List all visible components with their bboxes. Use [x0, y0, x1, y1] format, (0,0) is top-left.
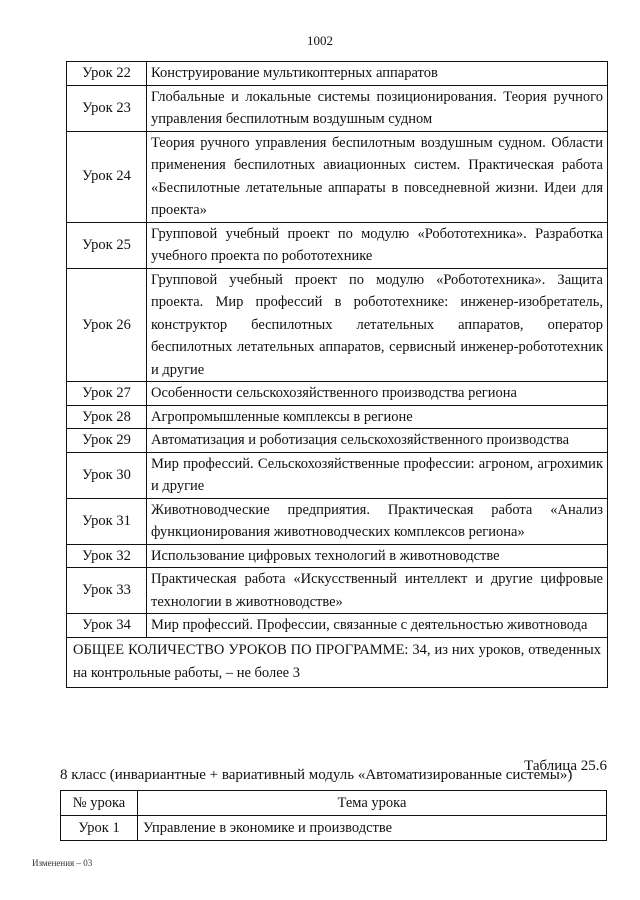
header-lesson-topic: Тема урока	[138, 791, 607, 816]
lesson-topic: Управление в экономике и производстве	[138, 816, 607, 841]
lesson-number: Урок 1	[61, 816, 138, 841]
table-row	[67, 614, 608, 638]
lesson-topic: Конструирование мультикоптерных аппаратов	[147, 62, 608, 86]
lesson-number: Урок 24	[67, 131, 147, 222]
lesson-number: Урок 26	[67, 268, 147, 382]
lesson-topic: Групповой учебный проект по модулю «Робототехника». Защита проекта. Мир профессий в робототехнике: инженер-изобретатель, конструктор беспилотных летательных аппаратов, оператор беспилотных летательных аппаратов, сервисный инженер-робототехник и другие	[147, 268, 608, 382]
grade8-table-body	[61, 816, 607, 841]
table-row	[67, 568, 608, 614]
lesson-number: Урок 31	[67, 498, 147, 544]
lesson-topic: Мир профессий. Профессии, связанные с деятельностью животновода	[147, 614, 608, 638]
lesson-topic: Групповой учебный проект по модулю «Робототехника». Разработка учебного проекта по робототехнике	[147, 222, 608, 268]
lessons-table	[66, 61, 608, 688]
lesson-number: Урок 33	[67, 568, 147, 614]
lesson-number: Урок 29	[67, 429, 147, 453]
grade8-table	[60, 790, 607, 841]
table-row	[67, 222, 608, 268]
lesson-topic: Агропромышленные комплексы в регионе	[147, 405, 608, 429]
lessons-table-body	[67, 62, 608, 688]
lesson-topic: Практическая работа «Искусственный интеллект и другие цифровые технологии в животноводстве»	[147, 568, 608, 614]
table-row	[67, 405, 608, 429]
table-row	[67, 62, 608, 86]
page-number: 1002	[307, 33, 333, 48]
lesson-number: Урок 27	[67, 382, 147, 406]
table-row	[67, 85, 608, 131]
total-row	[67, 637, 608, 687]
lesson-number: Урок 32	[67, 544, 147, 568]
table-row	[67, 382, 608, 406]
lesson-number: Урок 28	[67, 405, 147, 429]
grade8-header-row	[61, 791, 607, 816]
table-row	[67, 452, 608, 498]
table-row	[67, 429, 608, 453]
lesson-number: Урок 34	[67, 614, 147, 638]
table-row	[67, 498, 608, 544]
footer-note: Изменения – 03	[32, 858, 93, 868]
lesson-number: Урок 23	[67, 85, 147, 131]
lesson-topic: Использование цифровых технологий в животноводстве	[147, 544, 608, 568]
table-caption: Таблица 25.6	[524, 758, 607, 774]
lesson-topic: Мир профессий. Сельскохозяйственные профессии: агроном, агрохимик и другие	[147, 452, 608, 498]
lesson-number: Урок 25	[67, 222, 147, 268]
lesson-topic: Животноводческие предприятия. Практическая работа «Анализ функционирования животноводческих комплексов региона»	[147, 498, 608, 544]
lesson-topic: Глобальные и локальные системы позиционирования. Теория ручного управления беспилотным воздушным судном	[147, 85, 608, 131]
total-lessons-text: ОБЩЕЕ КОЛИЧЕСТВО УРОКОВ ПО ПРОГРАММЕ: 34, из них уроков, отведенных на контрольные работы, – не более 3	[67, 637, 608, 687]
lesson-topic: Теория ручного управления беспилотным воздушным судном. Области применения беспилотных авиационных систем. Практическая работа «Беспилотные летательные аппараты в повседневной жизни. Идеи для проекта»	[147, 131, 608, 222]
lesson-topic: Особенности сельскохозяйственного производства региона	[147, 382, 608, 406]
table-row	[67, 131, 608, 222]
table-row	[67, 544, 608, 568]
lesson-topic: Автоматизация и роботизация сельскохозяйственного производства	[147, 429, 608, 453]
table-row	[61, 816, 607, 841]
lesson-number: Урок 30	[67, 452, 147, 498]
lesson-number: Урок 22	[67, 62, 147, 86]
table-row	[67, 268, 608, 382]
grade-heading: 8 класс (инвариантные + вариативный модуль «Автоматизированные системы»)	[60, 767, 573, 783]
header-lesson-number: № урока	[61, 791, 138, 816]
